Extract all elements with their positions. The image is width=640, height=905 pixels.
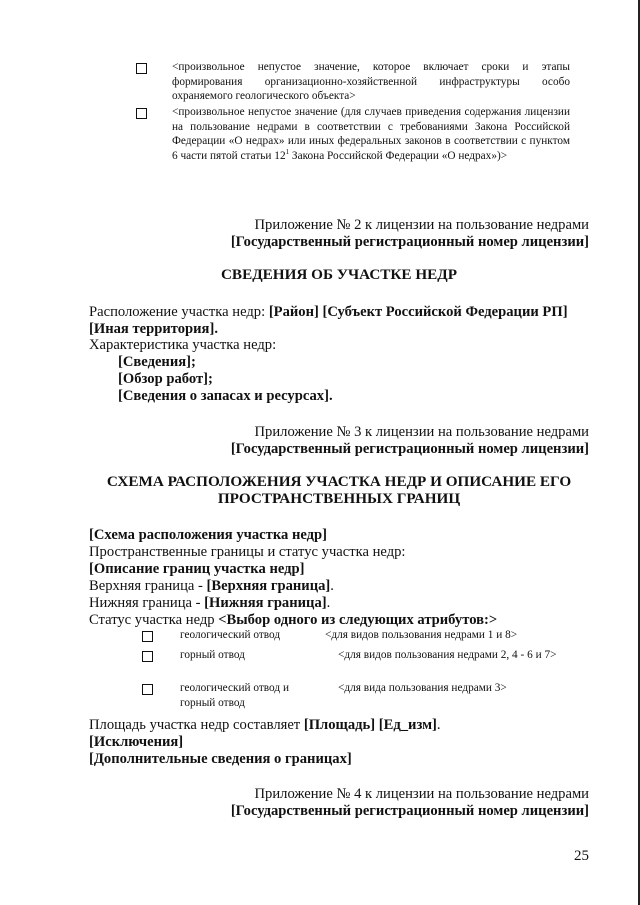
area-line: Площадь участка недр составляет [Площадь] [Ед_изм]. [89, 717, 441, 733]
option-text-1: <произвольное непустое значение, которое включает сроки и этапы формирования организационно-хозяйственной инфраструктуры особо охраняемого геологического объекта> [172, 61, 570, 102]
status-option-note-3: <для вида пользования недрами 3> [338, 682, 507, 694]
location-line: Расположение участка недр: [Район] [Субъект Российской Федерации РП] [89, 304, 568, 320]
status-checkbox-1[interactable] [142, 631, 153, 642]
option-checkbox-1[interactable] [136, 63, 147, 74]
status-checkbox-2[interactable] [142, 651, 153, 662]
option-checkbox-2[interactable] [136, 108, 147, 119]
lower-boundary: Нижняя граница - [Нижняя граница]. [89, 595, 331, 611]
scheme-field: [Схема расположения участка недр] [89, 527, 328, 543]
status-option-note-2: <для видов пользования недрами 2, 4 - 6 и 7> [338, 649, 557, 661]
extra-info-field: [Дополнительные сведения о границах] [89, 751, 352, 767]
exceptions-field: [Исключения] [89, 734, 184, 750]
option-text-2: <произвольное непустое значение (для случаев приведения содержания лицензии на пользование недрами в соответствии с требованиями Закона Российской Федерации «О недрах» или иных федеральных законов в соответствии с пунктом 6 части пятой статьи $12^1$ Закона Российской Федерации «О недрах»)> [172, 106, 570, 162]
appendix3-title: Приложение № 3 к лицензии на пользование недрами [254, 424, 589, 440]
appendix2-heading: СВЕДЕНИЯ ОБ УЧАСТКЕ НЕДР [220, 266, 458, 283]
reserves-field: [Сведения о запасах и ресурсах]. [118, 388, 333, 404]
other-territory: [Иная территория]. [89, 321, 218, 337]
works-field: [Обзор работ]; [118, 371, 213, 387]
boundaries-label: Пространственные границы и статус участка недр: [89, 544, 406, 560]
appendix2-title: Приложение № 2 к лицензии на пользование недрами [254, 217, 589, 233]
appendix3-heading-line2: ПРОСТРАНСТВЕННЫХ ГРАНИЦ [217, 490, 461, 507]
boundaries-desc: [Описание границ участка недр] [89, 561, 305, 577]
appendix2-reg-number: [Государственный регистрационный номер лицензии] [230, 234, 589, 250]
status-checkbox-3[interactable] [142, 684, 153, 695]
appendix3-heading-line1: СХЕМА РАСПОЛОЖЕНИЯ УЧАСТКА НЕДР И ОПИСАНИЕ ЕГО [106, 473, 572, 490]
status-line: Статус участка недр <Выбор одного из следующих атрибутов:> [89, 612, 498, 628]
appendix3-reg-number: [Государственный регистрационный номер лицензии] [230, 441, 589, 457]
location-fields: [Район] [Субъект Российской Федерации РП] [268, 304, 568, 320]
status-option-name-1: геологический отвод [180, 629, 281, 641]
status-option-note-1: <для видов пользования недрами 1 и 8> [325, 629, 518, 641]
status-option-name-3: геологический отвод и горный отвод [180, 682, 289, 709]
appendix4-title: Приложение № 4 к лицензии на пользование недрами [254, 786, 589, 802]
appendix4-reg-number: [Государственный регистрационный номер лицензии] [230, 803, 589, 819]
upper-boundary: Верхняя граница - [Верхняя граница]. [89, 578, 334, 594]
info-field: [Сведения]; [118, 354, 196, 370]
status-option-name-2: горный отвод [180, 649, 245, 661]
characteristic-label: Характеристика участка недр: [89, 337, 277, 353]
page-number: 25 [574, 848, 589, 864]
